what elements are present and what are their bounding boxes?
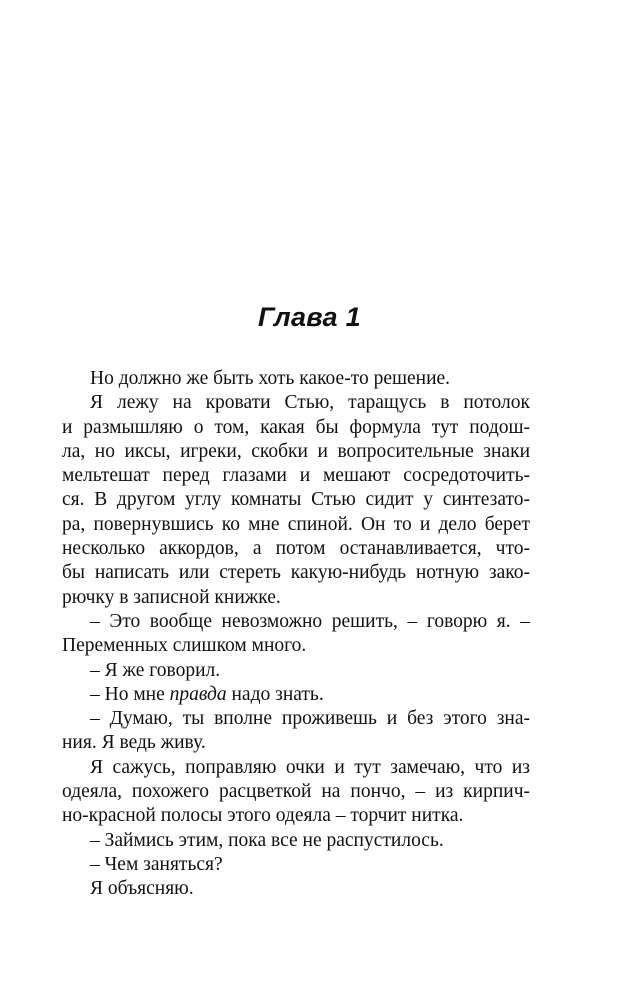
text-line: рючку в записной книжке. bbox=[62, 586, 281, 608]
chapter-title: Глава 1 bbox=[258, 302, 361, 332]
dialogue-line: – Займись этим, пока все не распустилось. bbox=[90, 829, 444, 851]
text-line: ся. В другом углу комнаты Стью сидит у синтезато- bbox=[62, 489, 530, 511]
dialogue-line: – Думаю, ты вполне проживешь и без этого зна- bbox=[90, 708, 530, 730]
text-line: ра, повернувшись ко мне спиной. Он то и дело берет bbox=[62, 513, 530, 535]
dialogue-line bbox=[90, 683, 530, 707]
text-line: ния. Я ведь живу. bbox=[62, 732, 206, 754]
text-line: Я лежу на кровати Стью, таращусь в потолок bbox=[90, 392, 530, 414]
dialogue-line: – Я же говорил. bbox=[90, 659, 221, 681]
text-line: и размышляю о том, какая бы формула тут подош- bbox=[62, 416, 530, 438]
text-line: ла, но иксы, игреки, скобки и вопросительные знаки bbox=[62, 440, 530, 462]
dialogue-line: – Это вообще невозможно решить, – говорю я. – bbox=[90, 610, 530, 632]
text-line: Но должно же быть хоть какое-то решение. bbox=[90, 368, 451, 389]
emphasis-text: правда bbox=[169, 683, 227, 705]
text-line: мельтешат перед глазами и мешают сосредоточить- bbox=[62, 465, 530, 487]
text-line: Я сажусь, поправляю очки и тут замечаю, что из bbox=[90, 756, 530, 778]
text-segment: надо знать. bbox=[226, 683, 324, 705]
text-line: одеяла, похожего расцветкой на пончо, – из кирпич- bbox=[62, 781, 530, 803]
body-text bbox=[62, 367, 530, 902]
text-segment: – Но мне bbox=[90, 683, 170, 705]
text-line: Переменных слишком много. bbox=[62, 635, 307, 657]
text-line: но-красной полосы этого одеяла – торчит нитка. bbox=[62, 805, 464, 827]
text-line: Я объясняю. bbox=[90, 878, 194, 900]
text-line: бы написать или стереть какую-нибудь нотную зако- bbox=[62, 562, 530, 584]
text-line: несколько аккордов, а потом останавливается, что- bbox=[62, 538, 530, 560]
dialogue-line: – Чем заняться? bbox=[90, 853, 223, 875]
